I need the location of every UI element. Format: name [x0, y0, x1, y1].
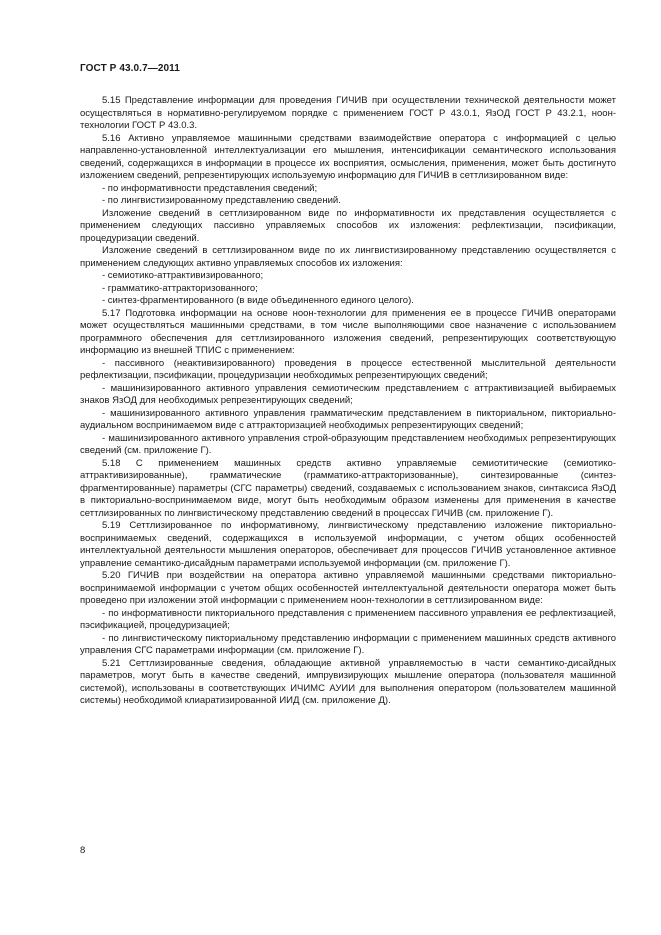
paragraph-5-18: 5.18 С применением машинных средств активно управляемые семиотитические (семиотико-аттрактивизированные), грамматические (грамматико-аттракторизованные), синтезированные (синтез-фрагментированные) параметры (СГС параметры) сведений, создаваемых с использованием знаков, синтаксиса ЯзОД в пикториально-воспринимаемом виде, могут быть необходимым образом изменены для применения в качестве сеттлизированных по лингвистическому представлению сведений в процессах ГИЧИВ (см. приложение Г). [80, 457, 616, 519]
list-item: - по информативности представления сведений; [102, 182, 318, 194]
page-number: 8 [80, 845, 86, 856]
list-item: - машинизированного активного управления семиотическим представлением с аттрактивизацией выбираемых знаков ЯзОД для необходимых репрезентирующих сведений; [80, 382, 616, 406]
list-item: - пассивного (неактивизированного) проведения в процессе естественной мыслительной деятельности рефлектизации, пэсификации, процедуризации необходимых репрезентирующих сведений; [80, 357, 616, 381]
list-item: - по информативности пикториального представления с применением пассивного управления ее рефлектизацией, пэсификацией, процедуризацией; [80, 607, 616, 631]
paragraph-5-17: 5.17 Подготовка информации на основе ноон-технологии для применения ее в процессе ГИЧИВ операторами может осуществляться машинными средствами, в том числе выполняющими свое назначение с использованием программного обеспечения для сеттлизированного изложения сведений, репрезентирующих соответствующую информацию из внешней ТПИС с применением: [80, 307, 616, 356]
paragraph-5-19: 5.19 Сеттлизированное по информативному, лингвистическому представлению изложение пикториально-воспринимаемых сведений, содержащихся в используемой информации, с учетом общих особенностей интеллектуальной деятельности мышления операторов, обеспечивает для процессов ГИЧИВ установленное активное управление семантико-дисайдным параметрами используемой информации (см. приложение Г). [80, 520, 616, 569]
list-item: - по лингвистизированному представлению сведений. [102, 195, 341, 206]
paragraph-5-20: 5.20 ГИЧИВ при воздействии на оператора активно управляемой машинными средствами пикториально-воспринимаемой информации с учетом общих особенностей интеллектуальной деятельности оператора может быть проведено при изложении этой информации с применением ноон-технологии в сеттлизированном виде: [80, 570, 616, 606]
list-item: - машинизированного активного управления грамматическим представлением в пикториальном, пикториально-аудиальном воспринимаемом виде с аттракторизацией необходимых репрезентирующих сведений; [80, 407, 616, 431]
list-item: - семиотико-аттрактивизированного; [102, 270, 264, 281]
standard-header: ГОСТ Р 43.0.7—2011 [80, 63, 180, 74]
paragraph: Изложение сведений в сеттлизированном виде по их лингвистизированному представлению осуществляется с применением следующих активно управляемых способов их изложения: [80, 245, 616, 269]
list-item: - синтез-фрагментированного (в виде объединенного единого целого). [102, 295, 414, 306]
paragraph-5-15: 5.15 Представление информации для проведения ГИЧИВ при осуществлении технической деятельности может осуществляться в нормативно-регулируемом порядке с применением ГОСТ Р 43.0.1, ЯзОД ГОСТ Р 43.2.1, ноон-технологии ГОСТ Р 43.0.3. [80, 95, 616, 131]
document-body [80, 95, 616, 708]
paragraph-5-16: 5.16 Активно управляемое машинными средствами взаимодействие оператора с информацией с целью направленно-установленной интеллектуализации его мышления, интенсификации семантического использования сведений, содержащихся в информации в процессе их восприятия, осмысления, применения, может быть достигнуто изложением сведений, репрезентирующих используемую информацию для ГИЧИВ в сеттлизированном виде: [80, 132, 616, 181]
paragraph-5-21: 5.21 Сеттлизированные сведения, обладающие активной управляемостью в части семантико-дисайдных параметров, могут быть в качестве сведений, импрувизирующих мышление оператора (пользователя машинной системой), использованы в соответствующих ИЧИМС АУИИ для выполнения оператором (пользователем машинной системы) необходимой клиаратизированной ИИД (см. приложение Д). [80, 657, 616, 706]
list-item: - по лингвистическому пикториальному представлению информации с применением машинных средств активного управления СГС параметрами информации (см. приложение Г). [80, 632, 616, 656]
paragraph: Изложение сведений в сеттлизированном виде по информативности их представления осуществляется с применением следующих пассивно управляемых способов их изложения: рефлектизации, пэсификации, процедуризации сведений. [80, 207, 616, 244]
list-item: - грамматико-аттракторизованного; [102, 282, 258, 294]
list-item: - машинизированного активного управления строй-образующим представлением необходимых репрезентирующих сведений (см. приложение Г). [80, 432, 616, 456]
